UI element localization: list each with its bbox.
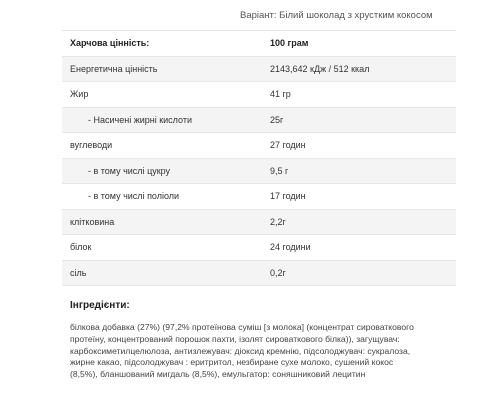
variant-label: Варіант: Білий шоколад з хрустким кокосом [240,10,433,21]
nutrient-value: 27 годин [262,133,456,159]
nutrient-value: 0,2г [262,260,456,286]
ingredients-line: (8,5%), бланшований мигдаль (8,5%), емульгатор: соняшниковий лецитин [70,369,366,380]
nutrient-name: Енергетична цінність [62,56,262,82]
nutrient-value: 25г [262,107,456,133]
nutrient-name: вуглеводи [62,133,262,159]
nutrition-table [62,30,456,286]
nutrition-row [62,209,456,235]
nutrition-header-row [62,31,456,57]
nutrient-name: клітковина [62,209,262,235]
nutrient-name: - в тому числі поліоли [62,184,262,210]
nutrient-value: 2143,642 кДж / 512 ккал [262,56,456,82]
nutrition-header-name: Харчова цінність: [62,31,262,57]
nutrient-value: 41 гр [262,82,456,108]
nutrition-row [62,133,456,159]
ingredients-title: Інгредієнти: [70,300,130,311]
nutrition-row [62,235,456,261]
nutrition-row [62,158,456,184]
nutrient-value: 9,5 г [262,158,456,184]
nutrient-name: - Насичені жирні кислоти [62,107,262,133]
ingredients-line: карбоксиметилцелюлоза, антизлежувач: діоксид кремнію, підсолоджувач: сукралоза, [70,345,411,356]
nutrient-value: 24 години [262,235,456,261]
nutrient-name: - в тому числі цукру [62,158,262,184]
nutrition-row [62,82,456,108]
nutrition-row [62,184,456,210]
nutrition-row [62,260,456,286]
nutrition-row [62,56,456,82]
nutrition-header-value: 100 грам [262,31,456,57]
ingredients-line: жирне какао, підсолоджувач : еритритол, незбиране сухе молоко, сушений кокос [70,357,394,368]
nutrient-name: білок [62,235,262,261]
nutrient-name: Жир [62,82,262,108]
nutrient-name: сіль [62,260,262,286]
nutrition-row [62,107,456,133]
ingredients-line: білкова добавка (27%) (97,2% протеїнова суміш [з молока] (концентрат сироваткового [70,322,414,332]
ingredients-line: протеїну, концентрований порошок пахти, ізолят сироваткового білка)), загущувач: [70,333,400,344]
ingredients-text [70,322,495,381]
nutrient-value: 2,2г [262,209,456,235]
nutrient-value: 17 годин [262,184,456,210]
